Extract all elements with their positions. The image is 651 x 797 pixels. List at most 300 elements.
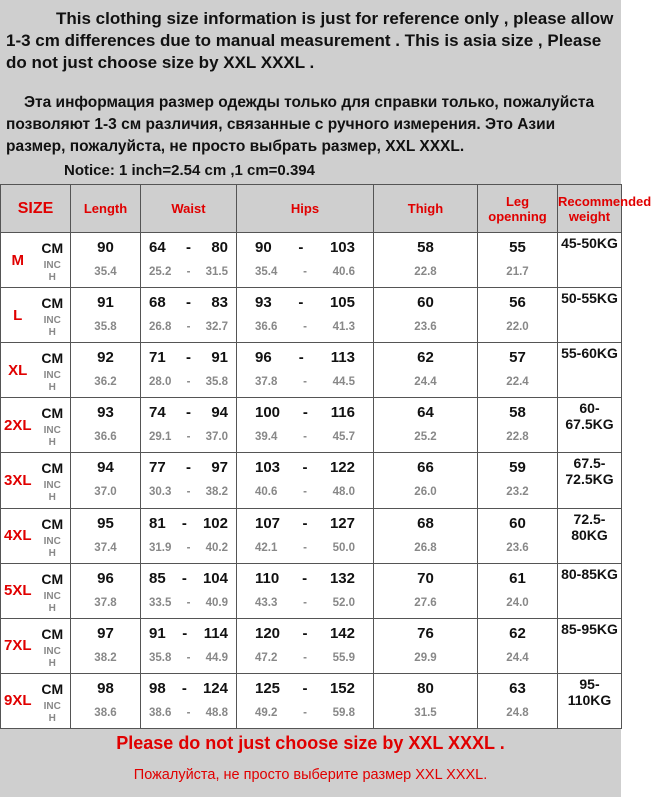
waist-inch-min: 33.5	[149, 596, 172, 609]
length-cell	[71, 673, 141, 728]
thigh-cm: 60	[417, 294, 434, 312]
length-inch: 36.6	[94, 431, 117, 444]
waist-inch-max: 32.7	[205, 321, 228, 334]
waist-inch-min: 35.8	[149, 651, 172, 664]
hips-cell	[237, 673, 374, 728]
recommended-weight: 50-55KG	[561, 290, 618, 307]
waist-cm	[141, 622, 236, 646]
leg-opening-cell	[478, 618, 558, 673]
length-cm: 91	[97, 294, 114, 312]
hips-inch	[247, 260, 363, 284]
hips-cell	[237, 343, 374, 398]
waist-inch-min: 30.3	[149, 486, 172, 499]
waist-inch	[141, 315, 236, 339]
warning-english: Please do not just choose size by XXL XXXL .	[116, 733, 505, 753]
waist-cm-min: 74	[149, 404, 166, 422]
waist-inch-min: 26.8	[149, 321, 172, 334]
hips-cell	[237, 233, 374, 288]
thigh-cell	[374, 563, 478, 618]
thigh-cell	[374, 288, 478, 343]
unit-cm: CM	[41, 570, 64, 587]
thigh-inch: 25.2	[414, 431, 437, 444]
range-dash: -	[186, 266, 191, 279]
range-dash: -	[186, 321, 191, 334]
table-row	[1, 563, 622, 618]
hips-cm	[247, 291, 363, 315]
leg-opening-inch: 23.6	[506, 541, 529, 554]
range-dash: -	[186, 596, 191, 609]
english-note: This clothing size information is just for reference only , please allow 1-3 cm differences due to manual measurement . This is asia size , Please do not just choose size by XXL XXXL .	[6, 9, 614, 72]
thigh-inch: 23.6	[414, 321, 437, 334]
leg-opening-inch: 23.2	[506, 486, 529, 499]
waist-inch-min: 38.6	[149, 706, 172, 719]
footer-warning-panel	[0, 729, 621, 797]
weight-cell	[558, 398, 622, 453]
length-cell	[71, 288, 141, 343]
length-inch: 37.8	[94, 596, 117, 609]
russian-note: Эта информация размер одежды только для справки только, пожалуйста позволяют 1-3 см различия, связанные с ручного измерения. Это Азии размер, пожалуйста, не просто выбрать размер, XXL XXXL.	[6, 94, 595, 155]
unit-cm: CM	[41, 295, 64, 312]
hips-cell	[237, 618, 374, 673]
unit-inch: INCH	[43, 590, 61, 614]
hips-cell	[237, 288, 374, 343]
leg-opening-inch: 22.8	[506, 431, 529, 444]
range-dash: -	[186, 376, 191, 389]
hips-cm	[247, 456, 363, 480]
hips-inch-min: 36.6	[255, 321, 278, 334]
hips-cm-min: 107	[255, 514, 281, 532]
waist-cm	[141, 677, 236, 701]
range-dash: -	[302, 514, 308, 532]
waist-cell	[141, 673, 237, 728]
hips-cm	[247, 346, 363, 370]
waist-cm	[141, 512, 236, 536]
leg-opening-cm: 58	[509, 404, 526, 422]
length-inch: 35.4	[94, 266, 117, 279]
waist-cm-max: 94	[211, 404, 228, 422]
thigh-cm: 64	[417, 404, 434, 422]
hips-cell	[237, 398, 374, 453]
hips-cm-min: 125	[255, 679, 281, 697]
thigh-inch: 26.8	[414, 541, 437, 554]
length-cell	[71, 453, 141, 508]
size-label: 4XL	[1, 508, 35, 563]
length-inch: 38.2	[94, 651, 117, 664]
range-dash: -	[303, 596, 307, 609]
unit-cm: CM	[41, 680, 64, 697]
warning-russian: Пожалуйста, не просто выберите размер XXL XXXL.	[133, 767, 488, 783]
hips-cm-min: 103	[255, 459, 281, 477]
leg-opening-inch: 21.7	[506, 266, 529, 279]
range-dash: -	[186, 651, 191, 664]
recommended-weight: 72.5-80KG	[571, 510, 608, 543]
hips-inch-max: 55.9	[332, 651, 355, 664]
length-cm: 95	[97, 514, 114, 532]
weight-cell	[558, 618, 622, 673]
thigh-cm: 76	[417, 624, 434, 642]
waist-cm-max: 97	[211, 459, 228, 477]
range-dash: -	[186, 431, 191, 444]
range-dash: -	[302, 404, 308, 422]
unit-cell	[35, 563, 71, 618]
leg-opening-cell	[478, 563, 558, 618]
waist-inch	[141, 480, 236, 504]
waist-inch	[141, 701, 236, 725]
leg-opening-cm: 55	[509, 239, 526, 257]
leg-opening-cell	[478, 288, 558, 343]
unit-inch: INCH	[43, 315, 61, 339]
hips-cm	[247, 622, 363, 646]
column-header-length: Length	[71, 185, 141, 233]
range-dash: -	[303, 486, 307, 499]
leg-opening-cm: 63	[509, 679, 526, 697]
waist-cm-max: 114	[203, 624, 228, 642]
column-header-hips: Hips	[237, 185, 374, 233]
thigh-inch: 26.0	[414, 486, 437, 499]
waist-inch-min: 29.1	[149, 431, 172, 444]
range-dash: -	[303, 651, 307, 664]
thigh-cm: 66	[417, 459, 434, 477]
recommended-weight: 95-110KG	[567, 675, 612, 708]
thigh-inch: 27.6	[414, 596, 437, 609]
table-row	[1, 618, 622, 673]
waist-cm-min: 81	[149, 514, 166, 532]
weight-cell	[558, 233, 622, 288]
thigh-cell	[374, 508, 478, 563]
leg-opening-cm: 56	[509, 294, 526, 312]
hips-cm-max: 152	[329, 679, 355, 697]
waist-inch	[141, 425, 236, 449]
hips-cm-max: 113	[330, 349, 355, 367]
unit-cm: CM	[41, 240, 64, 257]
unit-cm: CM	[41, 625, 64, 642]
unit-cm: CM	[41, 350, 64, 367]
waist-cm-max: 80	[211, 239, 228, 257]
waist-cm-max: 124	[202, 679, 228, 697]
hips-cm-max: 127	[329, 514, 355, 532]
recommended-weight: 80-85KG	[561, 565, 618, 582]
range-dash: -	[303, 541, 307, 554]
column-header-size: SIZE	[1, 185, 71, 233]
hips-inch-min: 39.4	[255, 431, 278, 444]
russian-note-panel	[0, 84, 621, 184]
hips-cm	[247, 236, 363, 260]
waist-inch-max: 35.8	[205, 376, 228, 389]
unit-cm: CM	[41, 460, 64, 477]
range-dash: -	[302, 624, 308, 642]
hips-inch	[247, 646, 363, 670]
waist-cm-max: 83	[211, 294, 228, 312]
hips-cm-min: 90	[255, 239, 272, 257]
hips-cm	[247, 567, 363, 591]
range-dash: -	[186, 706, 191, 719]
hips-inch	[247, 536, 363, 560]
length-cm: 90	[97, 239, 114, 257]
table-row	[1, 508, 622, 563]
size-label: 7XL	[1, 618, 35, 673]
leg-opening-inch: 22.4	[506, 376, 529, 389]
range-dash: -	[303, 376, 307, 389]
hips-cm-max: 132	[329, 569, 355, 587]
waist-inch	[141, 591, 236, 615]
hips-cm	[247, 401, 363, 425]
hips-cm-min: 93	[255, 294, 272, 312]
hips-cm-min: 110	[255, 569, 280, 587]
size-label: M	[1, 233, 35, 288]
waist-inch-max: 37.0	[205, 431, 228, 444]
unit-cm: CM	[41, 405, 64, 422]
hips-inch	[247, 591, 363, 615]
hips-inch	[247, 480, 363, 504]
leg-opening-cell	[478, 453, 558, 508]
range-dash: -	[302, 569, 308, 587]
waist-inch	[141, 646, 236, 670]
thigh-cm: 80	[417, 679, 434, 697]
range-dash: -	[186, 459, 191, 477]
waist-cm	[141, 346, 236, 370]
waist-inch	[141, 536, 236, 560]
waist-cm	[141, 456, 236, 480]
hips-inch-max: 40.6	[332, 266, 355, 279]
recommended-weight: 55-60KG	[561, 345, 618, 362]
leg-opening-cm: 62	[509, 624, 526, 642]
waist-cell	[141, 563, 237, 618]
size-table	[0, 184, 651, 729]
english-note-panel	[0, 0, 621, 84]
length-cell	[71, 398, 141, 453]
range-dash: -	[303, 321, 307, 334]
hips-inch	[247, 370, 363, 394]
leg-opening-inch: 22.0	[506, 321, 529, 334]
unit-cell	[35, 233, 71, 288]
range-dash: -	[182, 624, 188, 642]
waist-inch-max: 48.8	[205, 706, 228, 719]
range-dash: -	[181, 569, 187, 587]
weight-cell	[558, 288, 622, 343]
range-dash: -	[302, 459, 308, 477]
waist-cm-max: 91	[211, 349, 228, 367]
length-inch: 35.8	[94, 321, 117, 334]
hips-inch-max: 59.8	[332, 706, 355, 719]
waist-cm-min: 98	[149, 679, 166, 697]
unit-cell	[35, 508, 71, 563]
hips-inch-min: 40.6	[255, 486, 278, 499]
waist-cm-min: 91	[149, 624, 166, 642]
unit-inch: INCH	[43, 700, 61, 724]
unit-cell	[35, 453, 71, 508]
weight-cell	[558, 673, 622, 728]
waist-cell	[141, 398, 237, 453]
length-cell	[71, 508, 141, 563]
hips-cm	[247, 512, 363, 536]
hips-inch-min: 47.2	[255, 651, 278, 664]
leg-opening-cm: 60	[509, 514, 526, 532]
unit-cell	[35, 398, 71, 453]
range-dash: -	[186, 239, 191, 257]
hips-cm-max: 105	[329, 294, 355, 312]
thigh-cell	[374, 233, 478, 288]
length-cm: 94	[97, 459, 114, 477]
hips-cm-max: 116	[330, 404, 355, 422]
unit-cell	[35, 673, 71, 728]
hips-cm-max: 103	[329, 239, 355, 257]
range-dash: -	[186, 349, 191, 367]
thigh-cell	[374, 673, 478, 728]
thigh-cell	[374, 398, 478, 453]
table-header-row	[1, 185, 622, 233]
unit-cell	[35, 288, 71, 343]
waist-cell	[141, 343, 237, 398]
length-cm: 98	[97, 679, 114, 697]
table-row	[1, 453, 622, 508]
weight-cell	[558, 563, 622, 618]
recommended-weight: 45-50KG	[561, 235, 618, 251]
waist-cell	[141, 288, 237, 343]
hips-inch	[247, 701, 363, 725]
thigh-cm: 68	[417, 514, 434, 532]
leg-opening-inch: 24.4	[506, 651, 529, 664]
thigh-cell	[374, 453, 478, 508]
hips-inch-max: 41.3	[332, 321, 355, 334]
length-inch: 36.2	[94, 376, 117, 389]
hips-cm	[247, 677, 363, 701]
unit-inch: INCH	[43, 425, 61, 449]
leg-opening-cell	[478, 398, 558, 453]
range-dash: -	[181, 679, 187, 697]
table-row	[1, 343, 622, 398]
hips-cm-max: 122	[329, 459, 355, 477]
waist-inch-max: 40.9	[205, 596, 228, 609]
size-label: XL	[1, 343, 35, 398]
waist-cm	[141, 236, 236, 260]
column-header-waist: Waist	[141, 185, 237, 233]
leg-opening-cm: 57	[509, 349, 526, 367]
waist-inch-min: 28.0	[149, 376, 172, 389]
thigh-inch: 22.8	[414, 266, 437, 279]
thigh-inch: 24.4	[414, 376, 437, 389]
length-cell	[71, 618, 141, 673]
waist-cm-min: 77	[149, 459, 166, 477]
range-dash: -	[303, 431, 307, 444]
range-dash: -	[298, 239, 304, 257]
leg-opening-cm: 61	[509, 569, 526, 587]
waist-inch-min: 31.9	[149, 541, 172, 554]
unit-conversion-notice: Notice: 1 inch=2.54 cm ,1 cm=0.394	[64, 162, 315, 179]
waist-inch-max: 38.2	[205, 486, 228, 499]
length-inch: 37.0	[94, 486, 117, 499]
range-dash: -	[302, 679, 308, 697]
range-dash: -	[186, 404, 191, 422]
waist-cm-max: 104	[202, 569, 228, 587]
waist-cm-min: 64	[149, 239, 166, 257]
length-inch: 37.4	[94, 541, 117, 554]
leg-opening-cell	[478, 673, 558, 728]
waist-cm-min: 68	[149, 294, 166, 312]
hips-inch-max: 44.5	[332, 376, 355, 389]
size-label: 2XL	[1, 398, 35, 453]
leg-opening-inch: 24.0	[506, 596, 529, 609]
waist-cm-min: 85	[149, 569, 166, 587]
leg-opening-cell	[478, 508, 558, 563]
table-row	[1, 673, 622, 728]
range-dash: -	[186, 294, 191, 312]
length-cell	[71, 233, 141, 288]
thigh-cm: 70	[417, 569, 434, 587]
hips-inch-min: 35.4	[255, 266, 278, 279]
waist-cm	[141, 291, 236, 315]
range-dash: -	[303, 266, 307, 279]
weight-cell	[558, 508, 622, 563]
waist-cell	[141, 233, 237, 288]
range-dash: -	[186, 541, 191, 554]
unit-inch: INCH	[43, 260, 61, 284]
range-dash: -	[298, 294, 304, 312]
unit-inch: INCH	[43, 480, 61, 504]
waist-cell	[141, 508, 237, 563]
hips-inch-min: 37.8	[255, 376, 278, 389]
leg-opening-cell	[478, 343, 558, 398]
unit-cm: CM	[41, 515, 64, 532]
unit-inch: INCH	[43, 370, 61, 394]
hips-cm-max: 142	[329, 624, 355, 642]
column-header-recommended-weight: Recommended weight	[558, 185, 622, 233]
unit-inch: INCH	[43, 535, 61, 559]
hips-inch	[247, 425, 363, 449]
waist-inch-max: 31.5	[205, 266, 228, 279]
waist-cm-min: 71	[149, 349, 166, 367]
hips-cell	[237, 508, 374, 563]
length-cm: 92	[97, 349, 114, 367]
table-row	[1, 233, 622, 288]
length-cell	[71, 563, 141, 618]
length-cm: 93	[97, 404, 114, 422]
hips-inch-max: 50.0	[332, 541, 355, 554]
length-cm: 97	[97, 624, 114, 642]
thigh-cell	[374, 343, 478, 398]
waist-inch	[141, 260, 236, 284]
hips-cm-min: 96	[255, 349, 272, 367]
leg-opening-cell	[478, 233, 558, 288]
size-label: 3XL	[1, 453, 35, 508]
thigh-cm: 58	[417, 239, 434, 257]
hips-cm-min: 100	[255, 404, 281, 422]
thigh-inch: 31.5	[414, 706, 437, 719]
waist-inch	[141, 370, 236, 394]
waist-cell	[141, 453, 237, 508]
thigh-inch: 29.9	[414, 651, 437, 664]
weight-cell	[558, 453, 622, 508]
recommended-weight: 85-95KG	[561, 620, 618, 637]
weight-cell	[558, 343, 622, 398]
hips-cell	[237, 453, 374, 508]
length-cm: 96	[97, 569, 114, 587]
hips-inch-min: 42.1	[255, 541, 278, 554]
recommended-weight: 67.5-72.5KG	[565, 455, 614, 488]
length-inch: 38.6	[94, 706, 117, 719]
waist-cell	[141, 618, 237, 673]
column-header-leg-opening: Leg openning	[478, 185, 558, 233]
length-cell	[71, 343, 141, 398]
hips-inch-max: 52.0	[332, 596, 355, 609]
hips-inch-min: 49.2	[255, 706, 278, 719]
size-label: 9XL	[1, 673, 35, 728]
unit-cell	[35, 618, 71, 673]
thigh-cell	[374, 618, 478, 673]
hips-cm-min: 120	[255, 624, 281, 642]
waist-inch-min: 25.2	[149, 266, 172, 279]
unit-inch: INCH	[43, 645, 61, 669]
leg-opening-cm: 59	[509, 459, 526, 477]
